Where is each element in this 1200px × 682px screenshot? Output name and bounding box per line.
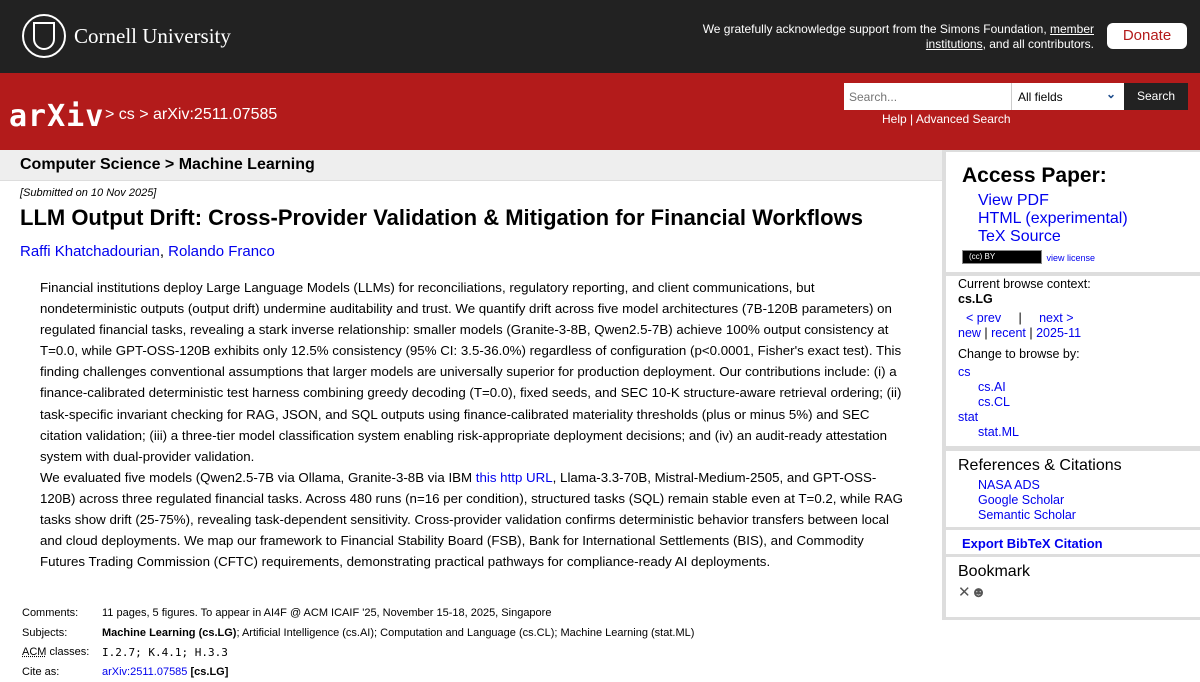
acknowledgement: We gratefully acknowledge support from the Simons Foundation, member institutions, and all contributors. xyxy=(702,22,1094,51)
browse-stat[interactable]: stat xyxy=(958,410,979,424)
comments: 11 pages, 5 figures. To appear in AI4F @ ACM ICAIF '25, November 15-18, 2025, Singapore xyxy=(102,607,552,619)
next-link[interactable]: next > xyxy=(1039,311,1074,325)
subjects: Machine Learning (cs.LG); Artificial Intelligence (cs.AI); Computation and Language (cs.CL); Machine Learning (stat.ML) xyxy=(102,626,695,639)
cc-by-icon[interactable]: (cc) BY xyxy=(962,250,1042,264)
new-link[interactable]: new xyxy=(958,326,981,340)
references-box: References & Citations NASA ADS Google Scholar Semantic Scholar xyxy=(946,451,1200,527)
abstract: Financial institutions deploy Large Language Models (LLMs) for reconciliations, regulatory reporting, and client communications, but nondeterministic outputs (output drift) undermine auditability and trust. We quantify drift across five model architectures (7B-120B parameters) on regulated financial tasks, revealing a stark inverse relationship: smaller models (Granite-3-8B, Qwen2.5-7B) achieve 100% output consistency at T=0.0, while GPT-OSS-120B exhibits only 12.5% consistency (95% CI: 3.5-36.0%) regardless of configuration (p<0.0001, Fisher's exact test). This finding challenges conventional assumptions that larger models are universally superior for production deployment. Our contributions include: (i) a finance-calibrated deterministic test harness combining greedy decoding (T=0.0), fixed seeds, and SEC 10-K structure-aware retrieval ordering; (ii) task-specific invariant checking for RAG, JSON, and SQL outputs using finance-calibrated materiality thresholds (plus or minus 5%) and SEC citation validation; (iii) a three-tier model classification system enabling risk-appropriate deployment decisions; and (iv) an audit-ready attestation system with dual-provider validation. We evaluated five models (Qwen2.5-7B via Ollama, Granite-3-8B via IBM this http URL, Llama-3.3-70B, Mistral-Medium-2505, and GPT-OSS-120B) across three regulated financial tasks. Across 480 runs (n=16 per condition), structured tasks (SQL) remain stable even at T=0.2, while RAG tasks show drift (25-75%), revealing task-dependent sensitivity. Cross-provider validation confirms deterministic behavior transfers between local and cloud deployments. We map our framework to Financial Stability Board (FSB), Bank for International Settlements (BIS), and Commodity Futures Trading Commission (CFTC) requirements, demonstrating practical pathways for compliance-ready AI deployments. xyxy=(40,280,904,570)
arxiv-logo[interactable]: arXiv xyxy=(9,99,105,134)
cornell-logo[interactable]: Cornell University xyxy=(22,14,231,58)
advanced-search-link[interactable]: Advanced Search xyxy=(915,112,1011,126)
month-link[interactable]: 2025-11 xyxy=(1036,326,1082,340)
cite-link[interactable]: arXiv:2511.07585 xyxy=(102,665,188,678)
search-button[interactable]: Search xyxy=(1124,83,1188,110)
paper-title: LLM Output Drift: Cross-Provider Validation & Mitigation for Financial Workflows xyxy=(20,205,863,230)
submission-date: [Submitted on 10 Nov 2025] xyxy=(20,187,157,199)
arxiv-navbar: arXiv > cs > arXiv:2511.07585 Search... All fields ⌄ Search Help | Advanced Search xyxy=(0,73,1200,150)
field-select[interactable]: All fields ⌄ xyxy=(1011,83,1124,110)
breadcrumb[interactable]: > cs > arXiv:2511.07585 xyxy=(105,106,278,123)
cornell-header xyxy=(0,0,1200,73)
donate-button[interactable]: Donate xyxy=(1107,23,1187,49)
browse-cs[interactable]: cs xyxy=(958,365,971,379)
http-url-link[interactable]: this http URL xyxy=(475,469,553,485)
bookmark-box: Bookmark ✕☻ xyxy=(946,557,1200,617)
google-scholar-link[interactable]: Google Scholar xyxy=(978,493,1065,507)
author-link[interactable]: Raffi Khatchadourian xyxy=(20,243,160,260)
view-pdf-link[interactable]: View PDF xyxy=(978,192,1049,209)
access-paper-box: Access Paper: View PDF HTML (experimental) TeX Source (cc) BY view license xyxy=(946,152,1200,272)
nasa-ads-link[interactable]: NASA ADS xyxy=(978,478,1040,492)
member-institutions-link[interactable]: member institutions xyxy=(925,22,1094,51)
help-link[interactable]: Help xyxy=(882,112,907,126)
sidebar xyxy=(942,150,1200,620)
browse-cs-cl[interactable]: cs.CL xyxy=(978,395,1010,409)
authors: Raffi Khatchadourian, Rolando Franco xyxy=(20,243,275,260)
search-input[interactable] xyxy=(844,83,1011,110)
chevron-down-icon: ⌄ xyxy=(1105,87,1116,101)
browse-stat-ml[interactable]: stat.ML xyxy=(978,425,1019,439)
browse-context-box: Current browse context: cs.LG < prev | next > new | recent | 2025-11 Change to browse by: cs cs.AI cs.CL stat stat.ML xyxy=(946,276,1200,446)
html-link[interactable]: HTML (experimental) xyxy=(978,210,1128,227)
subject-header: Computer Science > Machine Learning xyxy=(0,150,942,181)
acm-classes: I.2.7; K.4.1; H.3.3 xyxy=(102,646,228,659)
bibsonomy-icon[interactable]: ✕ xyxy=(958,584,971,601)
paper-main xyxy=(20,181,930,572)
bibtex-box xyxy=(946,530,1200,554)
view-license-link[interactable]: view license xyxy=(1046,253,1095,263)
export-bibtex-link[interactable]: Export BibTeX Citation xyxy=(962,536,1103,551)
metadata-table: Comments: 11 pages, 5 figures. To appear in AI4F @ ACM ICAIF '25, November 15-18, 2025, Singapore Subjects: Machine Learning (cs.LG); Artificial Intelligence (cs.AI); Computation and Language (cs.CL); Machine Learning (stat.ML) ACM classes: I.2.7; K.4.1; H.3.3 Cite as: arXiv:2511.07585 [cs.LG] xyxy=(22,604,694,682)
recent-link[interactable]: recent xyxy=(991,326,1026,340)
semantic-scholar-link[interactable]: Semantic Scholar xyxy=(978,508,1076,522)
browse-cs-ai[interactable]: cs.AI xyxy=(978,380,1006,394)
search-form xyxy=(844,83,1188,110)
prev-link[interactable]: < prev xyxy=(966,311,1002,325)
reddit-icon[interactable]: ☻ xyxy=(970,584,987,601)
cornell-seal-icon xyxy=(22,14,66,58)
tex-source-link[interactable]: TeX Source xyxy=(978,228,1061,245)
author-link[interactable]: Rolando Franco xyxy=(168,243,275,260)
